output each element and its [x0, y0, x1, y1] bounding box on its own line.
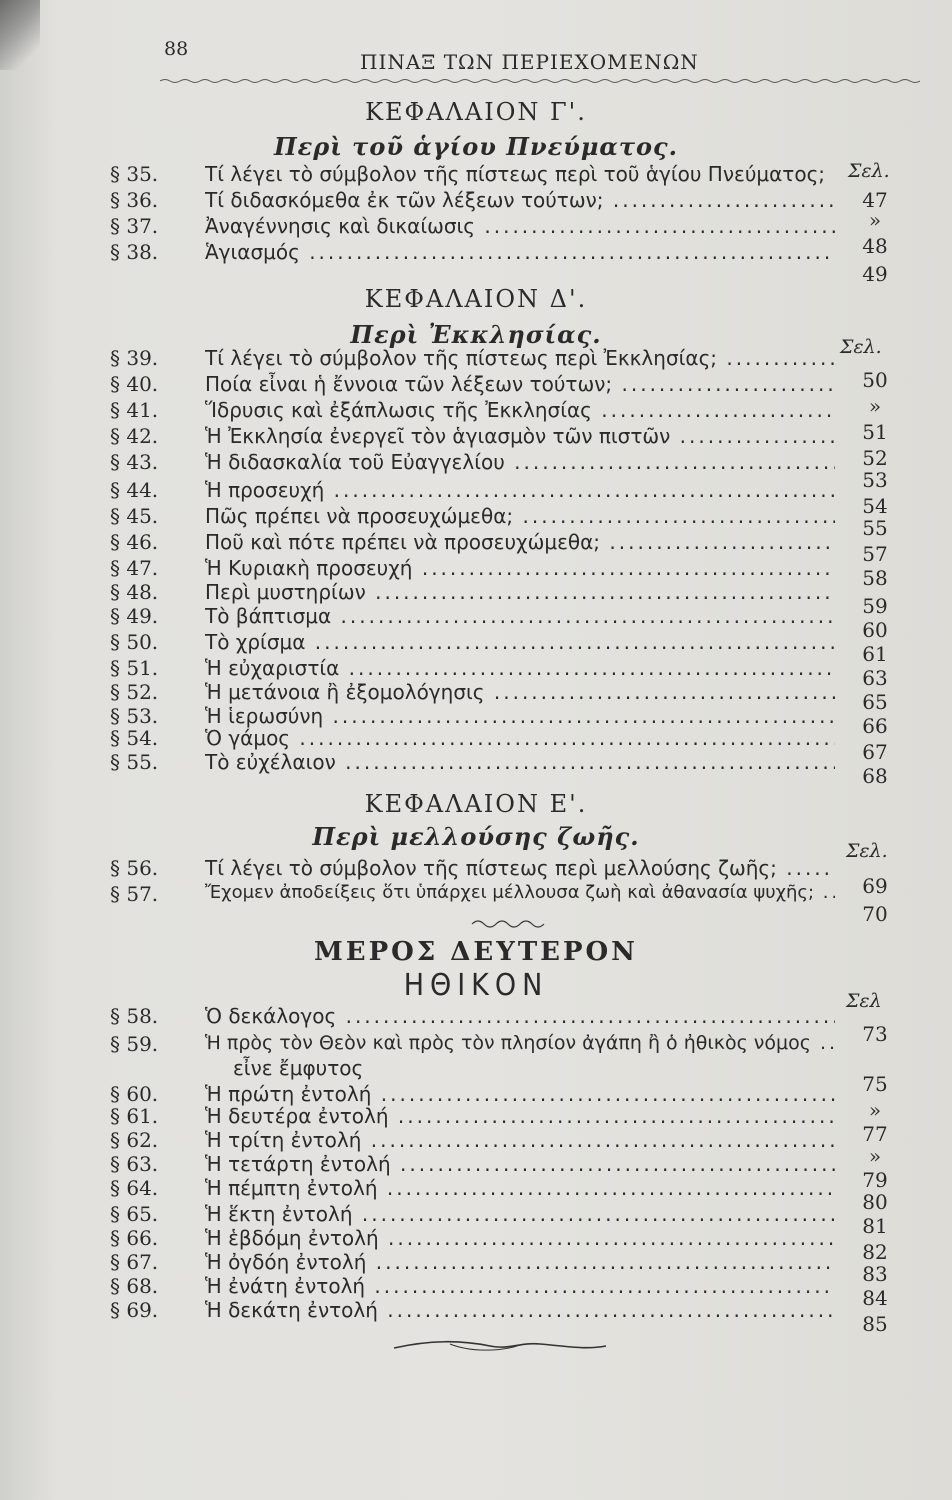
section-number: § 53. [110, 704, 159, 728]
section-number: § 58. [110, 1004, 159, 1028]
toc-entry [110, 680, 910, 714]
entry-title: Ἡ πέμπτη ἐντολή ..... [205, 1176, 835, 1200]
entry-title: Ποία εἶναι ἡ ἔννοια τῶν λέξεων τούτων; ..... [205, 372, 835, 396]
entry-page: 49 [862, 262, 888, 286]
entry-page: 70 [862, 902, 888, 926]
section-number: § 50. [110, 630, 159, 654]
part-subheading: ΗΘΙΚΟΝ [403, 968, 549, 1003]
section-number: § 44. [110, 478, 159, 502]
entry-title: Ἡ Ἐκκλησία ἐνεργεῖ τὸν ἁγιασμὸν τῶν πιστῶν ..... [205, 424, 835, 448]
entry-page: 57 [862, 542, 888, 566]
entry-page: » [868, 394, 882, 418]
entry-title: Ἡ ἱερωσύνη ..... [205, 704, 835, 728]
entry-page: 73 [862, 1022, 888, 1046]
entry-title: Τί διδασκόμεθα ἐκ τῶν λέξεων τούτων; ..... [205, 188, 835, 212]
entry-page: » [868, 1144, 882, 1168]
entry-page: 65 [862, 690, 888, 714]
chapter-heading: ΚΕΦΑΛΑΙΟΝ Ε'. [364, 790, 588, 818]
toc-entry [110, 630, 910, 666]
entry-title: Ἔχομεν ἀποδείξεις ὅτι ὑπάρχει μέλλουσα ζωὴ καὶ ἀθανασία ψυχῆς; ..... [205, 882, 835, 903]
entry-page: 59 [862, 594, 888, 618]
page-column-label: Σελ. [846, 840, 888, 862]
entry-page: 60 [862, 618, 888, 642]
section-number: § 49. [110, 604, 159, 628]
entry-page: 67 [862, 740, 888, 764]
toc-entry [110, 240, 910, 286]
entry-title: Τὸ χρίσμα ..... [205, 630, 835, 654]
chapter-subtitle: Περὶ τοῦ ἁγίου Πνεύματος. [273, 132, 679, 161]
section-number: § 41. [110, 398, 159, 422]
section-number: § 63. [110, 1152, 159, 1176]
entry-title: Ὁ γάμος ..... [205, 726, 835, 750]
page-column-label: Σελ [846, 990, 882, 1012]
entry-page: 61 [862, 642, 888, 666]
entry-page: 48 [862, 234, 888, 258]
entry-title: Ἡ προσευχή ..... [205, 478, 835, 502]
section-number: § 66. [110, 1226, 159, 1250]
entry-title: Ἡ ἐνάτη ἐντολή ..... [205, 1274, 835, 1298]
chapter-heading: ΚΕΦΑΛΑΙΟΝ Γ'. [365, 98, 587, 126]
entry-title: Τί λέγει τὸ σύμβολον τῆς πίστεως περὶ τοῦ ἁγίου Πνεύματος; ..... [205, 162, 835, 186]
section-number: § 45. [110, 504, 159, 528]
section-number: § 62. [110, 1128, 159, 1152]
entry-page: 80 [862, 1190, 888, 1214]
entry-title: Ἡ ὀγδόη ἐντολή ..... [205, 1250, 835, 1274]
entry-page: 83 [862, 1262, 888, 1286]
section-number: § 36. [110, 188, 159, 212]
entry-title: Τὸ βάπτισμα ..... [205, 604, 835, 628]
entry-page: 68 [862, 764, 888, 788]
entry-title: Περὶ μυστηρίων ..... [205, 580, 835, 604]
entry-title: Ἡ τρίτη ἐντολή ..... [205, 1128, 835, 1152]
section-number: § 56. [110, 856, 159, 880]
toc-entry [110, 556, 910, 590]
toc-entry [110, 530, 910, 566]
page-edge-shadow [0, 0, 40, 70]
entry-title: Πῶς πρέπει νὰ προσευχώμεθα; ..... [205, 504, 835, 528]
toc-entry [110, 504, 910, 540]
section-number: § 46. [110, 530, 159, 554]
entry-title: Ἡ ἑβδόμη ἐντολή ..... [205, 1226, 835, 1250]
entry-page: 79 [862, 1168, 888, 1192]
entry-title: Ἡ πρώτη ἐντολή ..... [205, 1082, 835, 1106]
section-number: § 59. [110, 1032, 159, 1056]
page-column-label: Σελ. [840, 336, 882, 358]
entry-title: Τί λέγει τὸ σύμβολον τῆς πίστεως περὶ Ἐκκλησίας; ..... [205, 346, 835, 370]
page-number: 88 [164, 38, 189, 60]
section-number: § 42. [110, 424, 159, 448]
entry-page: 52 [862, 446, 888, 470]
section-number: § 40. [110, 372, 159, 396]
section-number: § 64. [110, 1176, 159, 1200]
section-number: § 65. [110, 1202, 159, 1226]
entry-page: 55 [862, 516, 888, 540]
entry-title: Ἡ πρὸς τὸν Θεὸν καὶ πρὸς τὸν πλησίον ἀγάπη ἢ ὁ ἠθικὸς νόμος ..... [205, 1032, 835, 1054]
toc-entry [110, 882, 910, 926]
entry-page: 84 [862, 1286, 888, 1310]
toc-entry [110, 656, 910, 690]
entry-title: Ὁ δεκάλογος ..... [205, 1004, 835, 1028]
toc-entry [110, 1298, 910, 1336]
entry-title: Ἵδρυσις καὶ ἐξάπλωσις τῆς Ἐκκλησίας ..... [205, 398, 835, 422]
entry-page: 77 [862, 1122, 888, 1146]
entry-title: Ἁγιασμός ..... [205, 240, 835, 264]
entry-title: Ἡ μετάνοια ἢ ἐξομολόγησις ..... [205, 680, 835, 704]
section-number: § 60. [110, 1082, 159, 1106]
entry-page: 75 [862, 1072, 888, 1096]
section-number: § 38. [110, 240, 159, 264]
entry-page: 51 [862, 420, 888, 444]
chapter-subtitle: Περὶ μελλούσης ζωῆς. [312, 822, 640, 851]
running-title: ΠΙΝΑΞ ΤΩΝ ΠΕΡΙΕΧΟΜΕΝΩΝ [360, 50, 699, 74]
page-column-label: Σελ. [848, 160, 890, 182]
section-number: § 37. [110, 214, 159, 238]
entry-title: Ἡ τετάρτη ἐντολή ..... [205, 1152, 835, 1176]
toc-entry [110, 750, 910, 788]
section-number: § 47. [110, 556, 159, 580]
entry-page: » [868, 1098, 882, 1122]
wavy-rule [160, 78, 920, 84]
entry-page: 50 [862, 368, 888, 392]
entry-page: 69 [862, 874, 888, 898]
section-number: § 57. [110, 882, 159, 906]
chapter-heading: ΚΕΦΑΛΑΙΟΝ Δ'. [364, 285, 588, 313]
entry-title: Ἡ ἕκτη ἐντολή ..... [205, 1202, 835, 1226]
entry-page: 66 [862, 714, 888, 738]
section-number: § 54. [110, 726, 159, 750]
part-heading: ΜΕΡΟΣ ΔΕΥΤΕΡΟΝ [314, 937, 638, 967]
entry-page: 58 [862, 566, 888, 590]
section-number: § 55. [110, 750, 159, 774]
entry-title: Ἀναγέννησις καὶ δικαίωσις ..... [205, 214, 835, 238]
section-number: § 51. [110, 656, 159, 680]
entry-page: 82 [862, 1240, 888, 1264]
end-ornament [390, 1336, 610, 1356]
entry-title: Ἡ εὐχαριστία ..... [205, 656, 835, 680]
entry-continuation: εἶνε ἔμφυτος [233, 1056, 364, 1080]
section-number: § 39. [110, 346, 159, 370]
section-number: § 68. [110, 1274, 159, 1298]
section-number: § 67. [110, 1250, 159, 1274]
entry-title: Τί λέγει τὸ σύμβολον τῆς πίστεως περὶ μελλούσης ζωῆς; ..... [205, 856, 835, 880]
section-number: § 43. [110, 450, 159, 474]
entry-page: 53 [862, 468, 888, 492]
entry-title: Ποῦ καὶ πότε πρέπει νὰ προσευχώμεθα; ..... [205, 530, 835, 554]
section-number: § 35. [110, 162, 159, 186]
entry-page: 47 [862, 188, 888, 212]
running-header [160, 38, 920, 78]
section-number: § 48. [110, 580, 159, 604]
wavy-ornament [470, 918, 550, 930]
entry-page: 54 [862, 494, 888, 518]
entry-page: 85 [862, 1312, 888, 1336]
entry-page: » [868, 208, 882, 232]
entry-title: Ἡ Κυριακὴ προσευχή ..... [205, 556, 835, 580]
entry-title: Τὸ εὐχέλαιον ..... [205, 750, 835, 774]
section-number: § 52. [110, 680, 159, 704]
entry-page: 81 [862, 1214, 888, 1238]
section-number: § 69. [110, 1298, 159, 1322]
entry-title: Ἡ δεκάτη ἐντολή ..... [205, 1298, 835, 1322]
section-number: § 61. [110, 1104, 159, 1128]
entry-title: Ἡ διδασκαλία τοῦ Εὐαγγελίου ..... [205, 450, 835, 474]
entry-page: 63 [862, 666, 888, 690]
entry-title: Ἡ δευτέρα ἐντολή ..... [205, 1104, 835, 1128]
chapter-subtitle: Περὶ Ἐκκλησίας. [350, 320, 602, 349]
